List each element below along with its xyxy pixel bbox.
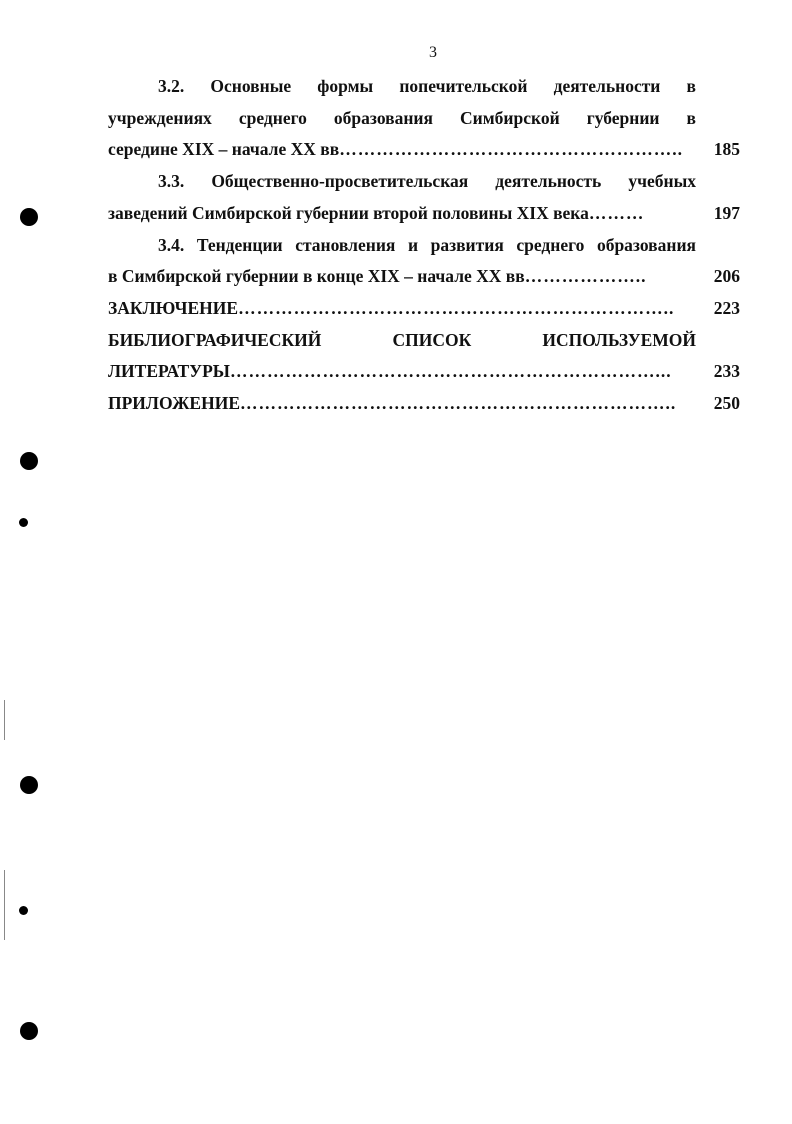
scan-edge-mark — [4, 870, 5, 940]
punch-hole-mark — [20, 776, 38, 794]
toc-entry-title: середине XIX – начале XX вв — [108, 139, 340, 160]
punch-hole-mark — [19, 518, 28, 527]
toc-entry-text: учреждениях среднего образования Симбирской губернии в — [108, 107, 696, 128]
toc-entry-title: в Симбирской губернии в конце XIX – начале XX вв — [108, 266, 525, 287]
toc-entry-title: ПРИЛОЖЕНИЕ — [108, 393, 241, 414]
toc-entry-text: 3.4. Тенденции становления и развития среднего образования — [158, 234, 696, 255]
punch-hole-mark — [20, 1022, 38, 1040]
scan-edge-mark — [4, 700, 5, 740]
toc-entry-text: 3.2. Основные формы попечительской деятельности в — [158, 76, 696, 96]
toc-entry-text: 3.3. Общественно-просветительская деятельность учебных — [158, 171, 696, 192]
toc-entry-title: заведений Симбирской губернии второй половины XIX века — [108, 202, 589, 223]
toc-page-ref: 206 — [713, 266, 740, 287]
toc-page-ref: 185 — [713, 139, 740, 160]
toc-entry-bibliography — [108, 325, 740, 388]
toc-entry-text: БИБЛИОГРАФИЧЕСКИЙ СПИСОК ИСПОЛЬЗУЕМОЙ — [108, 329, 696, 350]
toc-leader-dots: ……………….. — [524, 266, 647, 287]
toc-leader-dots: …………………………………………………………….. — [240, 393, 677, 414]
punch-hole-mark — [20, 208, 38, 226]
toc-entry-conclusion — [108, 293, 740, 325]
toc-entry-title: ЗАКЛЮЧЕНИЕ — [108, 297, 239, 318]
punch-hole-mark — [19, 906, 28, 915]
toc-leader-dots: ……………………………………………………………... — [229, 361, 672, 382]
toc-entry-3-2 — [108, 71, 740, 166]
table-of-contents — [108, 71, 740, 420]
toc-entry-title: ЛИТЕРАТУРЫ — [108, 361, 230, 382]
toc-entry-3-4 — [108, 230, 740, 293]
punch-hole-mark — [20, 452, 38, 470]
toc-page-ref: 223 — [713, 297, 740, 318]
toc-leader-dots: …………………………………………………………….. — [238, 297, 675, 318]
toc-entry-3-3 — [108, 166, 740, 229]
toc-page-ref: 233 — [713, 361, 740, 382]
toc-entry-appendix — [108, 388, 740, 420]
toc-leader-dots: ……… — [588, 202, 645, 223]
toc-leader-dots: ……………………………………………….. — [339, 139, 683, 160]
toc-page-ref: 250 — [713, 393, 740, 414]
toc-page-ref: 197 — [713, 202, 740, 223]
page-number: 3 — [429, 44, 437, 61]
